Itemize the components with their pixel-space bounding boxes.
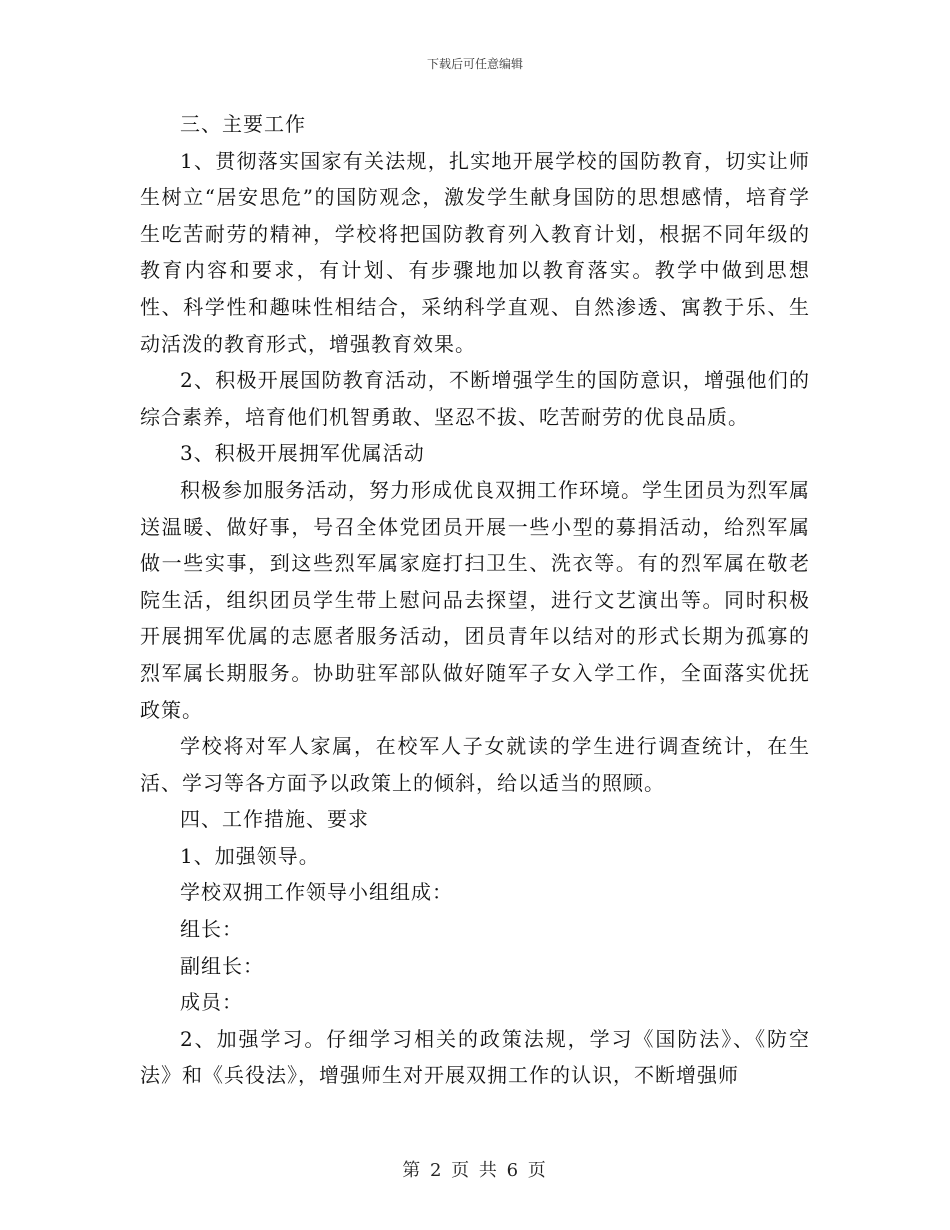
paragraph-service-activities: 积极参加服务活动，努力形成优良双拥工作环境。学生团员为烈军属送温暖、做好事，号召全体党团员开展一些小型的募捐活动，给烈军属做一些实事，到这些烈军属家庭打扫卫生、洗衣等。有的烈军属在敬老院生活，组织团员学生带上慰问品去探望，进行文艺演出等。同时积极开展拥军优属的志愿者服务活动，团员青年以结对的形式长期为孤寡的烈军属长期服务。协助驻军部队做好随军子女入学工作，全面落实优抚政策。	[140, 477, 810, 722]
page-footer: 第 2 页 共 6 页	[402, 1160, 548, 1181]
section-heading-main-work: 三、主要工作	[180, 112, 306, 136]
paragraph-group-leader: 组长：	[180, 917, 243, 942]
document-body	[140, 106, 810, 1094]
paragraph-strengthen-leadership: 1、加强领导。	[180, 843, 320, 868]
paragraph-item-3-heading: 3、积极开展拥军优属活动	[180, 441, 425, 466]
paragraph-strengthen-study: 2、加强学习。仔细学习相关的政策法规，学习《国防法》、《防空法》和《兵役法》，增强师生对开展双拥工作的认识，不断增强师	[140, 1026, 810, 1088]
paragraph-members: 成员：	[180, 990, 243, 1015]
section-heading-measures: 四、工作措施、要求	[180, 807, 369, 832]
paragraph-leadership-group: 学校双拥工作领导小组组成：	[180, 880, 453, 905]
paragraph-military-families: 学校将对军人家属，在校军人子女就读的学生进行调查统计，在生活、学习等各方面予以政策上的倾斜，给以适当的照顾。	[140, 734, 810, 795]
paragraph-item-1: 1、贯彻落实国家有关法规，扎实地开展学校的国防教育，切实让师生树立“居安思危”的国防观念，激发学生献身国防的思想感情，培育学生吃苦耐劳的精神，学校将把国防教育列入教育计划，根据不同年级的教育内容和要求，有计划、有步骤地加以教育落实。教学中做到思想性、科学性和趣味性相结合，采纳科学直观、自然渗透、寓教于乐、生动活泼的教育形式，增强教育效果。	[140, 148, 810, 356]
paragraph-item-2: 2、积极开展国防教育活动，不断增强学生的国防意识，增强他们的综合素养，培育他们机智勇敢、坚忍不拔、吃苦耐劳的优良品质。	[140, 368, 810, 429]
page-header: 下载后可任意编辑	[426, 57, 523, 71]
paragraph-deputy-leader: 副组长：	[180, 953, 264, 978]
